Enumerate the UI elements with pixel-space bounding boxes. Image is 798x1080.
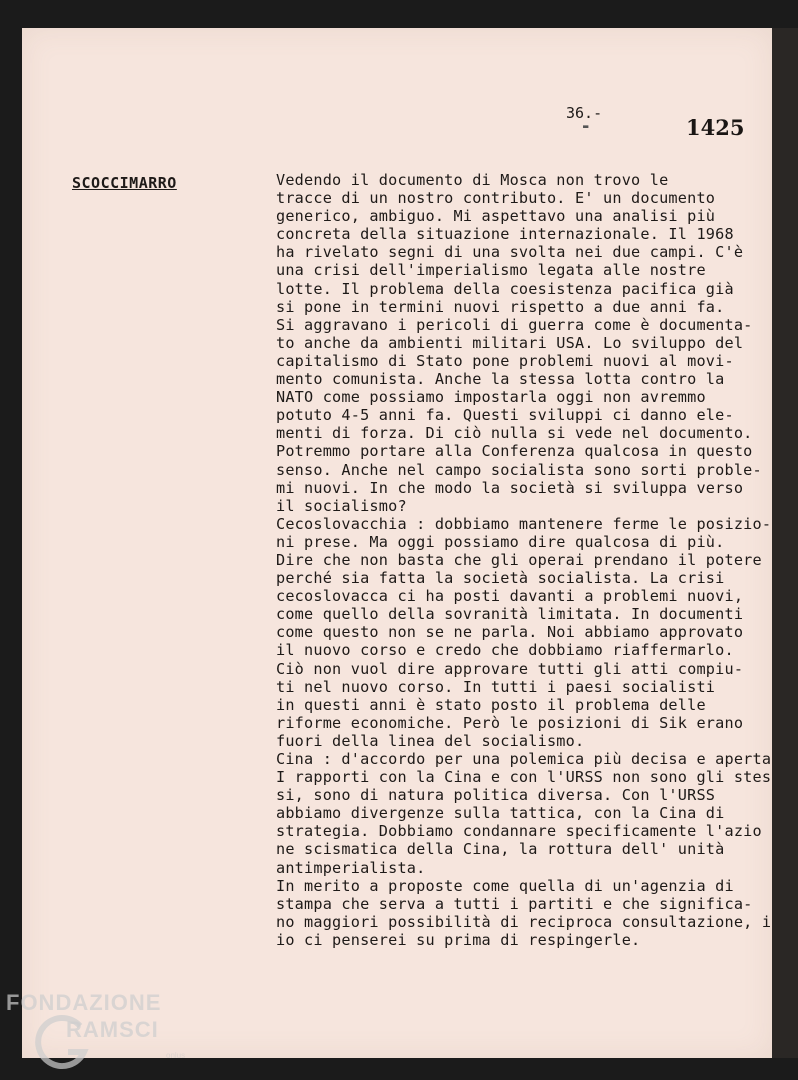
page-number: 36.- (566, 104, 603, 122)
text-line: stampa che serva a tutti i partiti e che significa- (276, 894, 753, 913)
archive-watermark (6, 990, 206, 1070)
text-line: generico, ambiguo. Mi aspettavo una analisi più (276, 207, 716, 226)
speaker-name: SCOCCIMARRO (72, 174, 177, 192)
text-line: fuori della linea del socialismo. (276, 731, 585, 750)
text-line: come quello della sovranità limitata. In documenti (276, 605, 744, 624)
text-line: Potremmo portare alla Conferenza qualcosa in questo (276, 442, 753, 461)
page-number-mark: ▬ (583, 122, 589, 132)
text-line: ha rivelato segni di una svolta nei due campi. C'è (276, 243, 744, 262)
text-line: antimperialista. (276, 858, 426, 877)
text-line: menti di forza. Di ciò nulla si vede nel documento. (276, 424, 753, 443)
text-line: riforme economiche. Però le posizioni di Sik erano (276, 713, 744, 732)
text-line: tracce di un nostro contributo. E' un documento (276, 189, 716, 208)
text-line: lotte. Il problema della coesistenza pacifica già (276, 279, 734, 298)
text-line: cecoslovacca ci ha posti davanti a problemi nuovi, (276, 587, 744, 606)
text-line: concreta della situazione internazionale. Il 1968 (276, 225, 734, 244)
text-line: I rapporti con la Cina e con l'URSS non sono gli stes (276, 768, 772, 787)
text-line: mi nuovi. In che modo la società si sviluppa verso (276, 478, 744, 497)
speech-text (276, 171, 774, 949)
text-line: il nuovo corso e credo che dobbiamo riaffermarlo. (276, 641, 734, 660)
text-line: Cina : d'accordo per una polemica più decisa e aperta (276, 750, 772, 768)
text-line: come questo non se ne parla. Noi abbiamo approvato (276, 623, 744, 642)
text-line: ne scismatica della Cina, la rottura dell' unità (276, 840, 725, 859)
text-line: ni prese. Ma oggi possiamo dire qualcosa di più. (276, 532, 725, 551)
text-line: perché sia fatta la società socialista. La crisi (276, 569, 725, 588)
text-line: ti nel nuovo corso. In tutti i paesi socialisti (276, 677, 716, 696)
text-line: una crisi dell'imperialismo legata alle nostre (276, 261, 706, 280)
page-edge (772, 28, 798, 1058)
text-line: Cecoslovacchia : dobbiamo mantenere ferme le posizio- (276, 514, 772, 533)
text-line: abbiamo divergenze sulla tattica, con la Cina di (276, 804, 725, 823)
text-line: senso. Anche nel campo socialista sono sorti proble- (276, 460, 762, 479)
watermark-title: FONDAZIONE (6, 990, 162, 1015)
text-line: potuto 4-5 anni fa. Questi sviluppi ci danno ele- (276, 406, 734, 425)
text-line: in questi anni è stato posto il problema delle (276, 695, 706, 714)
text-line: io ci penserei su prima di respingerle. (276, 930, 641, 949)
text-line: Vedendo il documento di Mosca non trovo le (276, 171, 669, 189)
text-line: si, sono di natura politica diversa. Con l'URSS (276, 786, 716, 805)
text-line: NATO come possiamo impostarla oggi non avremmo (276, 388, 706, 407)
watermark-subtitle: RAMSCI (66, 1017, 159, 1042)
text-line: si pone in termini nuovi rispetto a due anni fa. (276, 297, 725, 316)
watermark-small: onlus (166, 1051, 186, 1060)
text-line: capitalismo di Stato pone problemi nuovi al movi- (276, 351, 734, 370)
text-line: Ciò non vuol dire approvare tutti gli atti compiu- (276, 659, 744, 678)
archive-stamp-number: 1425 (686, 115, 745, 140)
text-line: to anche da ambienti militari USA. Lo sviluppo del (276, 333, 744, 352)
text-line: il socialismo? (276, 496, 407, 515)
text-line: no maggiori possibilità di reciproca consultazione, i (276, 912, 772, 931)
text-line: mento comunista. Anche la stessa lotta contro la (276, 370, 725, 389)
text-line: Dire che non basta che gli operai prendano il potere (276, 550, 762, 569)
text-line: In merito a proposte come quella di un'agenzia di (276, 876, 734, 895)
text-line: Si aggravano i pericoli di guerra come è documenta- (276, 315, 753, 334)
text-line: strategia. Dobbiamo condannare specificamente l'azio (276, 822, 762, 841)
